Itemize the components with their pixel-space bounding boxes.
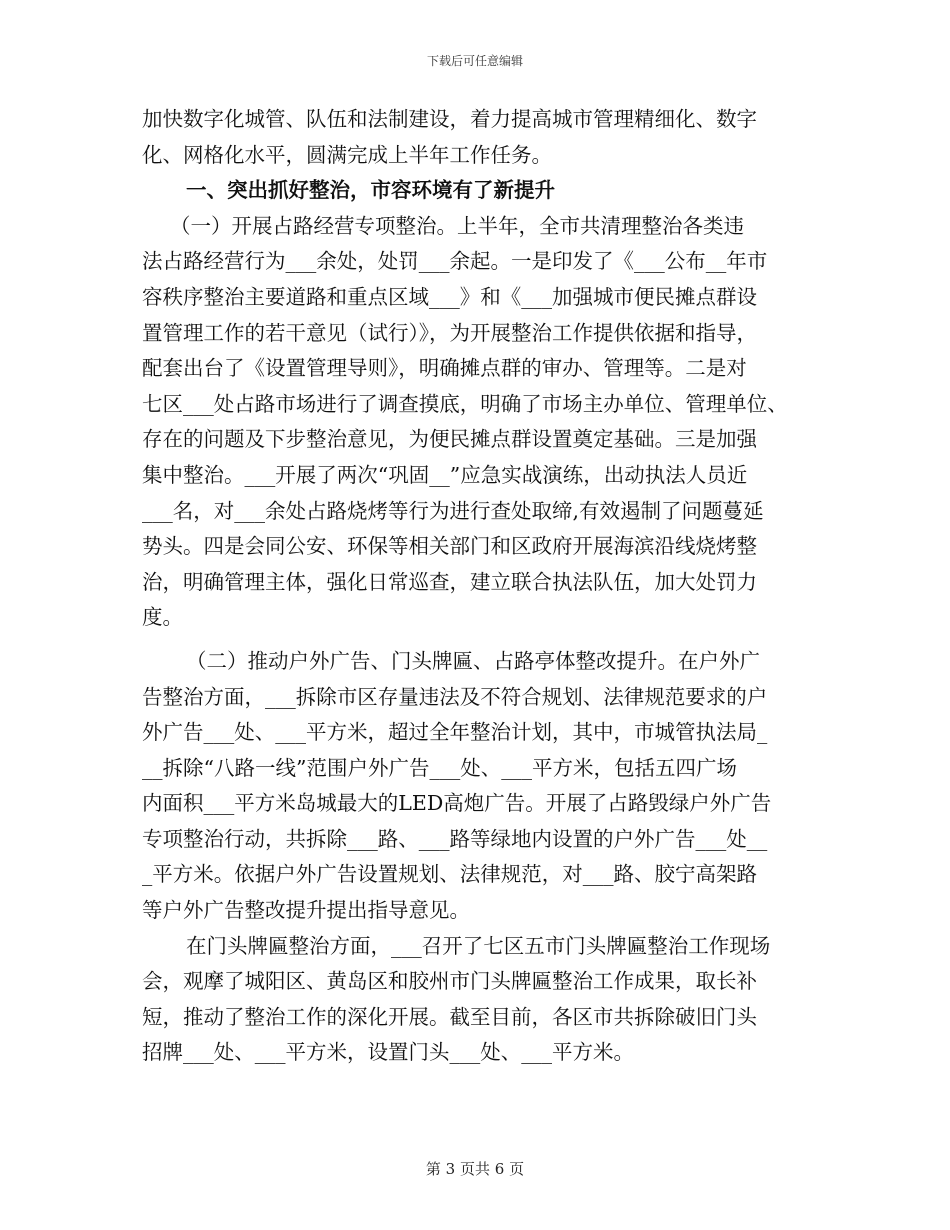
paragraph-line: 治，明确管理主体，强化日常巡查，建立联合执法队伍，加大处罚力 [142,569,757,594]
paragraph-line: （一）开展占路经营专项整治。上半年，全市共清理整治各类违 [170,213,744,238]
paragraph-line: 化、网格化水平，圆满完成上半年工作任务。 [142,142,552,167]
paragraph-line: 容秩序整治主要道路和重点区域___》和《___加强城市便民摊点群设 [142,284,757,309]
paragraph-line: 内面积___平方米岛城最大的LED高炮广告。开展了占路毁绿户外广告 [142,791,772,816]
paragraph-line: 配套出台了《设置管理导则》，明确摊点群的审办、管理等。二是对 [142,356,747,381]
paragraph-line: 法占路经营行为___余处，处罚___余起。一是印发了《___公布__年市 [142,249,768,274]
paragraph-line: 会，观摩了城阳区、黄岛区和胶州市门头牌匾整治工作成果，取长补 [142,969,757,994]
paragraph-line: 外广告___处、___平方米，超过全年整治计划，其中，市城管执法局_ [142,720,768,745]
page-footer: 第 3 页共 6 页 [425,1160,525,1178]
section-heading: 一、突出抓好整治，市容环境有了新提升 [186,178,555,203]
paragraph-line: 七区___处占路市场进行了调查摸底，明确了市场主办单位、管理单位、 [142,391,788,416]
paragraph-line: 集中整治。___开展了两次“巩固__”应急实战演练，出动执法人员近 [142,462,748,487]
paragraph-line: 告整治方面，___拆除市区存量违法及不符合规划、法律规范要求的户 [142,684,768,709]
paragraph-line: 在门头牌匾整治方面，___召开了七区五市门头牌匾整治工作现场 [186,933,771,958]
paragraph-gap [142,636,814,644]
page-header: 下载后可任意编辑 [426,54,523,68]
paragraph-line: 置管理工作的若干意见（试行）》，为开展整治工作提供依据和指导， [142,320,757,345]
paragraph-line: __拆除“八路一线”范围户外广告___处、___平方米，包括五四广场 [142,755,737,780]
paragraph-line: 等户外广告整改提升提出指导意见。 [142,898,470,923]
document-body [142,102,814,1071]
paragraph-line: 短，推动了整治工作的深化开展。截至目前，各区市共拆除破旧门头 [142,1004,757,1029]
paragraph-line: 势头。四是会同公安、环保等相关部门和区政府开展海滨沿线烧烤整 [142,534,757,559]
paragraph-line: 加快数字化城管、队伍和法制建设，着力提高城市管理精细化、数字 [142,107,757,131]
paragraph-line: _平方米。依据户外广告设置规划、法律规范，对___路、胶宁高架路 [142,862,757,887]
paragraph-line: ___名，对___余处占路烧烤等行为进行查处取缔,有效遏制了问题蔓延 [142,498,764,523]
paragraph-line: 存在的问题及下步整治意见，为便民摊点群设置奠定基础。三是加强 [142,427,757,452]
paragraph-line: 度。 [142,605,183,630]
paragraph-line: 专项整治行动，共拆除___路、___路等绿地内设置的户外广告___处__ [142,826,768,851]
paragraph-line: （二）推动户外广告、门头牌匾、占路亭体整改提升。在户外广 [186,648,760,673]
paragraph-line: 招牌___处、___平方米，设置门头___处、___平方米。 [142,1040,634,1065]
